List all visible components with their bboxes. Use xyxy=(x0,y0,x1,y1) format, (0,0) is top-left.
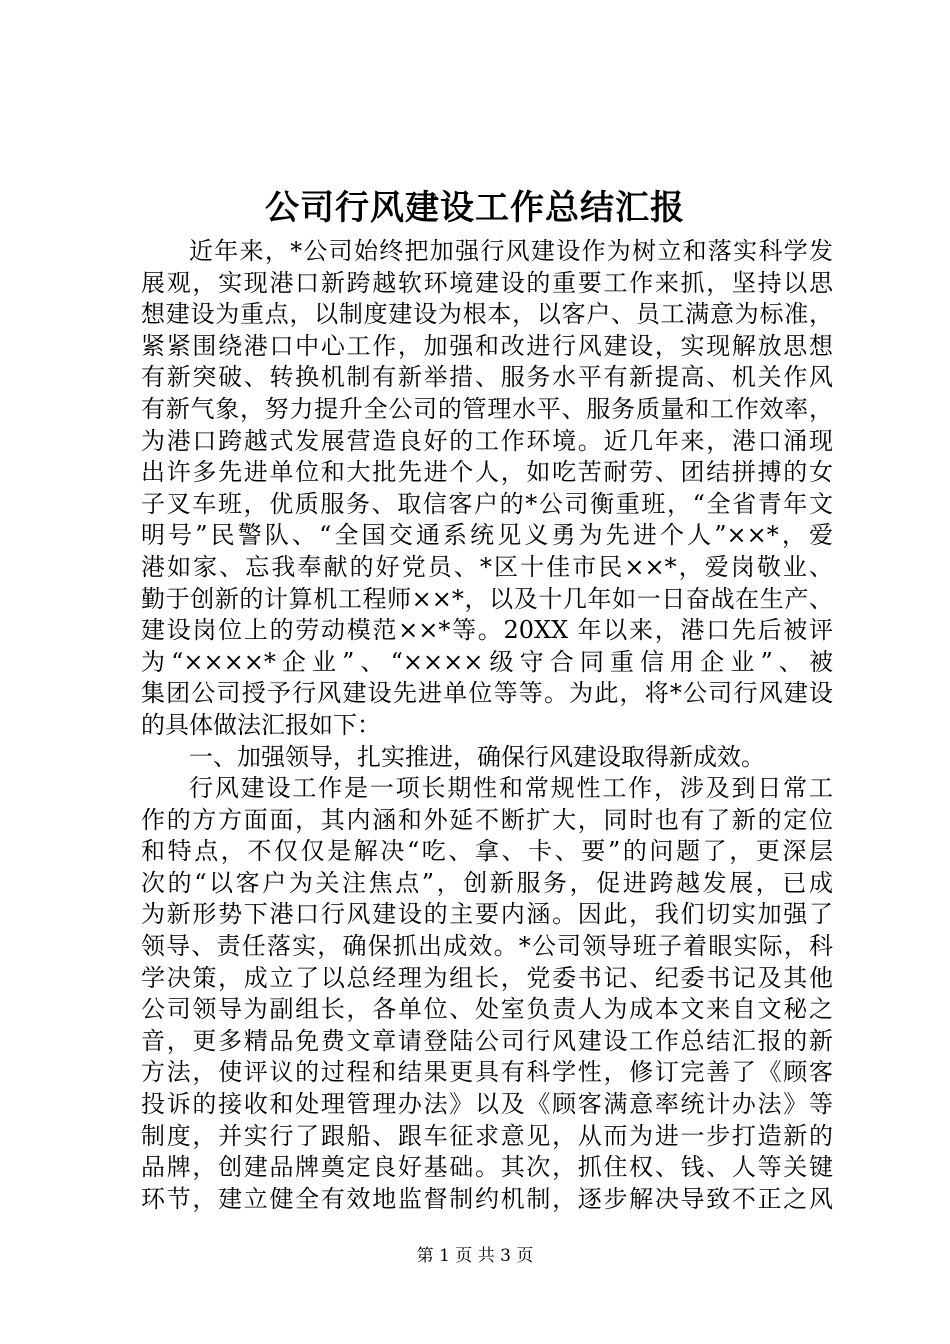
body-line: 为新形势下港口行风建设的主要内涵。因此，我们切实加强了 xyxy=(141,900,833,929)
body-line: 出许多先进单位和大批先进个人，如吃苦耐劳、团结拼搏的女 xyxy=(141,458,833,487)
body-line: 展观，实现港口新跨越软环境建设的重要工作来抓，坚持以思 xyxy=(141,268,833,297)
body-line: 勤于创新的计算机工程师××*，以及十几年如一日奋战在生产、 xyxy=(141,584,833,613)
body-line: 和特点，不仅仅是解决“吃、拿、卡、要”的问题了，更深层 xyxy=(141,837,833,866)
body-line: 建设岗位上的劳动模范××*等。20XX 年以来，港口先后被评 xyxy=(141,616,833,645)
document-title: 公司行风建设工作总结汇报 xyxy=(265,188,685,228)
document-body xyxy=(141,236,833,1215)
body-line: 为“××××*企业”、“××××级守合同重信用企业”、被 xyxy=(141,647,833,676)
body-line: 行风建设工作是一项长期性和常规性工作，涉及到日常工 xyxy=(189,774,833,803)
section-heading: 一、加强领导，扎实推进，确保行风建设取得新成效。 xyxy=(189,742,765,771)
body-line: 子叉车班，优质服务、取信客户的*公司衡重班，“全省青年文 xyxy=(141,489,833,518)
body-line: 想建设为重点，以制度建设为根本，以客户、员工满意为标准， xyxy=(141,300,833,329)
body-line: 次的“以客户为关注焦点”，创新服务，促进跨越发展，已成 xyxy=(141,868,833,897)
body-line: 明号”民警队、“全国交通系统见义勇为先进个人”××*，爱 xyxy=(141,521,833,550)
body-line: 品牌，创建品牌奠定良好基础。其次，抓住权、钱、人等关键 xyxy=(141,1153,833,1182)
body-line: 公司领导为副组长，各单位、处室负责人为成本文来自文秘之 xyxy=(141,995,833,1024)
body-line: 制度，并实行了跟船、跟车征求意见，从而为进一步打造新的 xyxy=(141,1121,833,1150)
body-line: 近年来，*公司始终把加强行风建设作为树立和落实科学发 xyxy=(189,237,833,265)
page-footer: 第 1 页 共 3 页 xyxy=(416,1246,534,1266)
body-line: 投诉的接收和处理管理办法》以及《顾客满意率统计办法》等 xyxy=(141,1090,833,1119)
body-line: 有新突破、转换机制有新举措、服务水平有新提高、机关作风 xyxy=(141,363,833,392)
body-line: 为港口跨越式发展营造良好的工作环境。近几年来，港口涌现 xyxy=(141,426,833,455)
body-line: 领导、责任落实，确保抓出成效。*公司领导班子着眼实际，科 xyxy=(141,932,833,961)
body-line: 的具体做法汇报如下： xyxy=(141,710,381,739)
body-line: 音，更多精品免费文章请登陆公司行风建设工作总结汇报的新 xyxy=(141,1026,833,1055)
body-line: 环节，建立健全有效地监督制约机制，逐步解决导致不正之风 xyxy=(141,1184,833,1213)
body-line: 有新气象，努力提升全公司的管理水平、服务质量和工作效率， xyxy=(141,394,833,423)
body-line: 紧紧围绕港口中心工作，加强和改进行风建设，实现解放思想 xyxy=(141,331,833,360)
body-line: 作的方方面面，其内涵和外延不断扩大，同时也有了新的定位 xyxy=(141,805,833,834)
body-line: 港如家、忘我奉献的好党员、*区十佳市民××*，爱岗敬业、 xyxy=(141,552,833,581)
body-line: 集团公司授予行风建设先进单位等等。为此，将*公司行风建设 xyxy=(141,679,833,708)
body-line: 学决策，成立了以总经理为组长，党委书记、纪委书记及其他 xyxy=(141,963,833,992)
body-line: 方法，使评议的过程和结果更具有科学性，修订完善了《顾客 xyxy=(141,1058,833,1087)
